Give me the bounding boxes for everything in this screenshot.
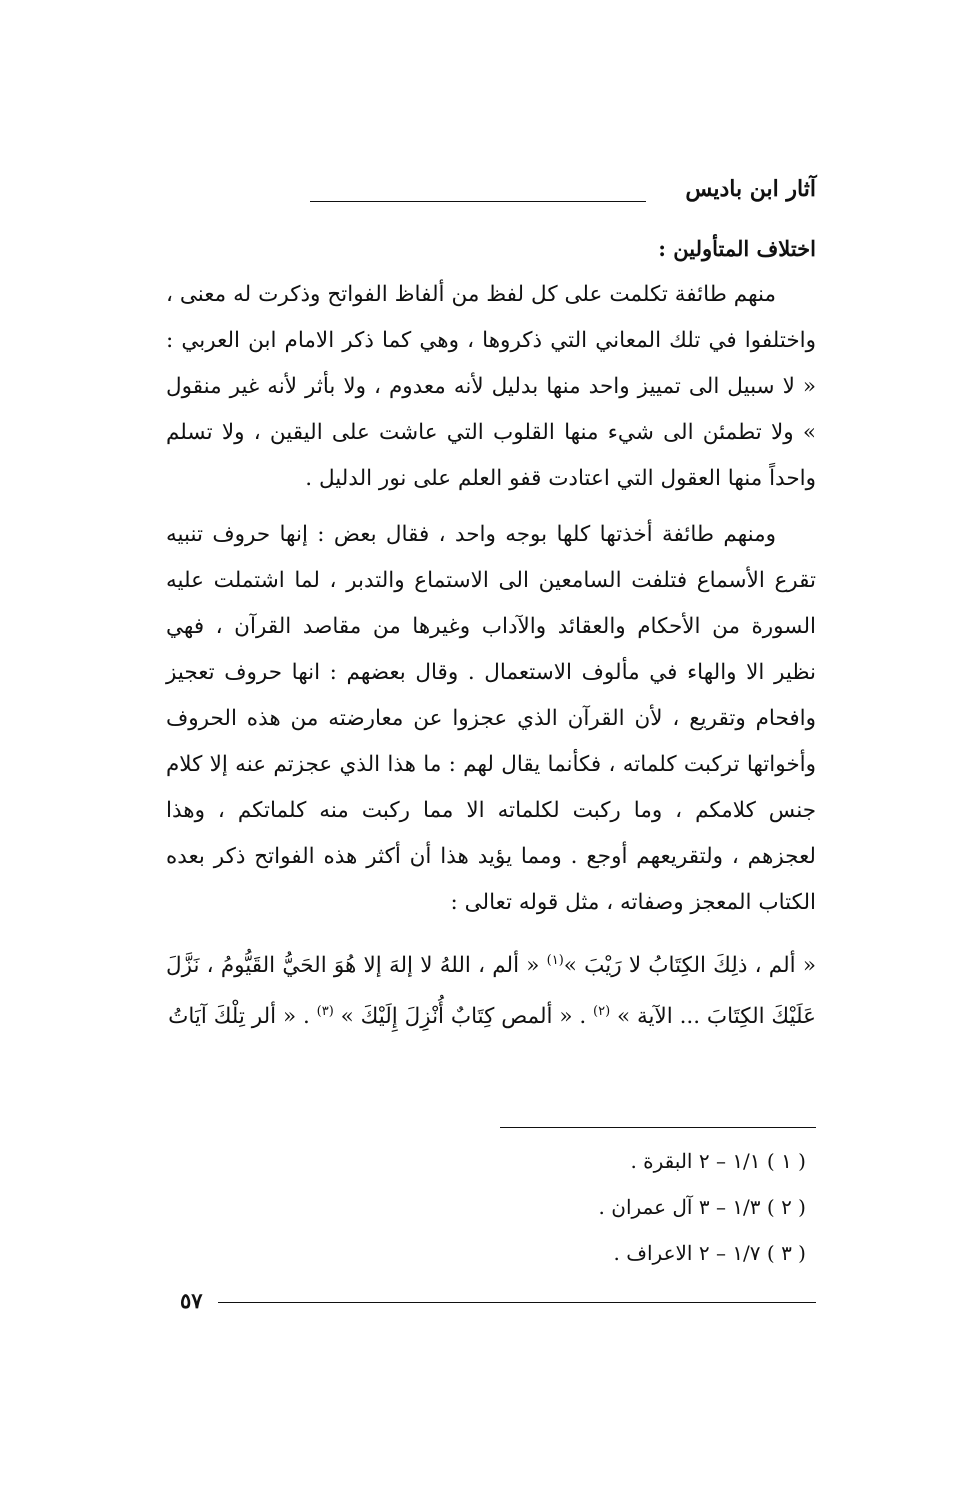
header-rule [310,201,646,202]
main-text [166,226,816,1042]
paragraph: منهم طائفة تكلمت على كل لفظ من ألفاظ الفواتح وذكرت له معنى ، واختلفوا في تلك المعاني التي ذكروها ، وهي كما ذكر الامام ابن العربي : « لا سبيل الى تمييز واحد منها بدليل لأنه معدوم ، ولا بأثر لأنه غير منقول » ولا تطمئن الى شيء منها القلوب التي عاشت على اليقين ، ولا تسلم واحداً منها العقول التي اعتادت قفو العلم على نور الدليل . [166,282,816,491]
page-footer [166,1288,816,1318]
running-header [166,176,816,210]
footnote-3: ( ٣ ) ١/٧ – ٢ الاعراف . [613,1241,806,1265]
verse-al-imran: « ألم ، اللهُ لا إلهَ إلا هُوَ الحَيُّ القَيُّومُ ، نَزَّلَ عَلَيْكَ الكِتَابَ ... الآية » [166,953,816,1029]
verse-separator: . [579,1004,587,1029]
book-title: آثار ابن باديس [685,176,816,202]
paragraph: ومنهم طائفة أخذتها كلها بوجه واحد ، فقال بعض : إنها حروف تنبيه تقرع الأسماع فتلفت السامعين الى الاستماع والتدبر ، لما اشتملت عليه السورة من الأحكام والعقائد والآداب وغيرها من مقاصد القرآن ، فهي نظير الا والهاء في مألوف الاستعمال . وقال بعضهم : انها حروف تعجيز وافحام وتقريع ، لأن القرآن الذي عجزوا عن معارضته من هذه الحروف وأخواتها تركبت كلماته ، فكأنما يقال لهم : ما هذا الذي عجزتم عنه إلا كلام جنس كلامكم ، وما ركبت لكلماته الا مما ركبت منه كلماتكم ، وهذا لعجزهم ، ولتقريعهم أوجع . ومما يؤيد هذا أن أكثر هذه الفواتح ذكر بعده الكتاب المعجز وصفاته ، مثل قوله تعالى : [166,522,816,915]
footer-rule [218,1302,816,1303]
footnotes [406,1138,806,1276]
paragraph-gap [166,502,816,512]
verse-baqara: « ألم ، ذلِكَ الكِتَابُ لا رَيْبَ » [563,953,816,978]
verse-araf: « ألمص كِتَابٌ أُنْزِلَ إِلَيْكَ » [340,1004,573,1029]
verse-yunus: . « ألر تِلْكَ آيَاتُ [168,1004,310,1029]
page-number: ٥٧ [180,1288,203,1313]
footnote-2: ( ٢ ) ١/٣ – ٣ آل عمران . [598,1195,806,1219]
footnote-marker: (١) [546,952,564,968]
footnote-marker: (٢) [593,1003,611,1019]
quran-verses [166,940,816,1042]
section-heading: اختلاف المتأولين : [658,236,816,261]
paragraph-gap [166,926,816,940]
footnote-rule [500,1127,816,1128]
footnote-marker: (٣) [316,1003,334,1019]
footnote-1: ( ١ ) ١/١ – ٢ البقرة . [630,1149,806,1173]
